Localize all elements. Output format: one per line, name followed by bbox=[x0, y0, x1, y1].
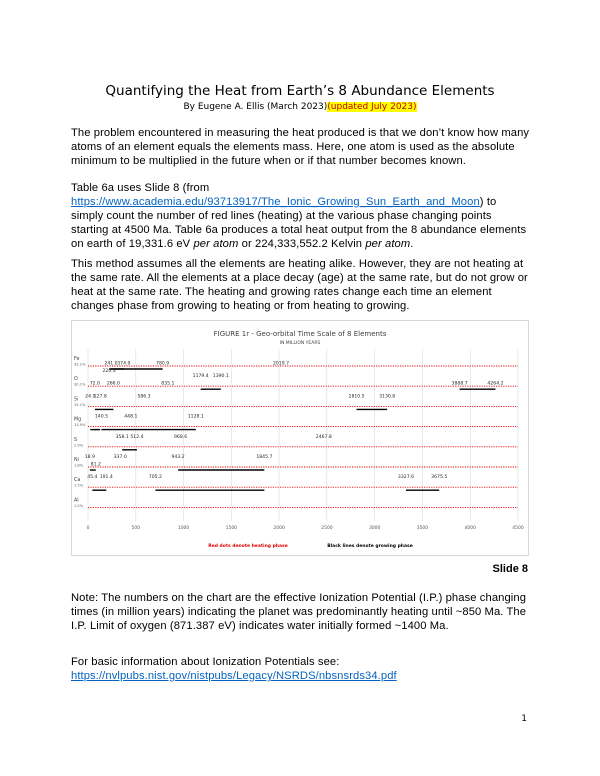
academia-link[interactable]: https://www.academia.edu/93713917/The_Ionic_Growing_Sun_Earth_and_Moon bbox=[71, 196, 480, 208]
para2-text-c: or 224,333,552.2 Kelvin bbox=[241, 238, 363, 250]
slide-label: Slide 8 bbox=[492, 563, 528, 575]
element-percent: 13.9% bbox=[74, 423, 86, 428]
element-symbol: Mg bbox=[74, 417, 82, 423]
x-tick-label: 4500 bbox=[512, 526, 524, 531]
phase-value-label: 1390.1 bbox=[212, 374, 229, 380]
element-percent: 1.8% bbox=[74, 463, 84, 468]
legend-growing: Black lines denote growing phase bbox=[327, 544, 413, 549]
phase-value-label: 220.3 bbox=[102, 369, 116, 374]
phase-value-label: 2019.7 bbox=[272, 361, 290, 367]
phase-value-label: 780.9 bbox=[156, 361, 170, 367]
phase-value-label: 2467.8 bbox=[315, 434, 332, 440]
para2-text-b: ) to simply count the number of red lines (heating) at the various phase changing points starting at 4500 Ma. Table 6a produces a total heat output from the 8 abundance elements on earth of 19,331.6 eV bbox=[71, 196, 527, 250]
phase-value-label: 1845.7 bbox=[256, 455, 273, 460]
element-symbol: Si bbox=[74, 397, 79, 403]
element-percent: 30.1% bbox=[74, 382, 86, 387]
element-percent: 1.5% bbox=[74, 483, 84, 488]
phase-value-label: 2810.5 bbox=[348, 394, 365, 400]
element-percent: 1.5% bbox=[74, 503, 84, 508]
phase-value-label: 266.0 bbox=[106, 381, 120, 387]
phase-value-label: 3327.6 bbox=[397, 475, 415, 481]
phase-value-label: 81.2 bbox=[90, 462, 101, 468]
element-symbol: Al bbox=[74, 498, 79, 504]
element-symbol: Ca bbox=[74, 478, 81, 484]
para2-text-d: . bbox=[410, 238, 414, 250]
paragraph-intro: The problem encountered in measuring the heat produced is that we don’t know how many atoms of an element equals the elements mass. Here, one atom is used as the absolute minimum to be multiplied in the future when or if that number becomes known. bbox=[71, 127, 530, 167]
phase-value-label: 358.1 bbox=[115, 434, 129, 440]
phase-value-label: 968.6 bbox=[173, 434, 188, 440]
nist-link[interactable]: https://nvlpubs.nist.gov/nistpubs/Legacy/NSRDS/nbsnsrds34.pdf bbox=[71, 670, 397, 682]
phase-value-label: 24.0 bbox=[85, 394, 96, 400]
x-tick-label: 3000 bbox=[368, 526, 381, 531]
phase-value-label: 835.1 bbox=[161, 381, 175, 387]
phase-value-label: 241.0 bbox=[104, 361, 118, 367]
para2-per-atom-2: per atom bbox=[365, 238, 411, 250]
phase-value-label: 3130.8 bbox=[379, 394, 396, 400]
element-percent: 32.1% bbox=[74, 362, 86, 367]
phase-value-label: 705.2 bbox=[148, 475, 162, 481]
element-percent: 15.1% bbox=[74, 402, 86, 407]
info-text: For basic information about Ionization Potentials see: bbox=[71, 656, 340, 668]
phase-value-label: 3888.7 bbox=[451, 381, 468, 387]
element-percent: 2.9% bbox=[74, 443, 84, 448]
element-symbol: S bbox=[74, 437, 78, 443]
element-symbol: O bbox=[74, 377, 78, 383]
page-number: 1 bbox=[521, 714, 527, 724]
phase-value-label: 1179.4 bbox=[192, 374, 209, 380]
x-tick-label: 3500 bbox=[416, 526, 429, 531]
x-tick-label: 4000 bbox=[464, 526, 476, 531]
phase-value-label: 127.8 bbox=[93, 394, 107, 400]
legend-heating: Red dots denote heating phase bbox=[208, 544, 288, 549]
phase-value-label: 4264.2 bbox=[487, 381, 504, 387]
phase-value-label: 72.0 bbox=[89, 381, 100, 387]
phase-value-label: 1128.1 bbox=[187, 414, 204, 420]
x-tick-label: 1000 bbox=[177, 526, 190, 531]
chart-subtitle: IN MILLION YEARS bbox=[279, 341, 321, 346]
phase-value-label: 3675.5 bbox=[431, 475, 448, 481]
para2-text-a: Table 6a uses Slide 8 (from bbox=[71, 182, 210, 194]
paragraph-method: This method assumes all the elements are heating alike. However, they are not heating at the same rate. All the elements at a place decay (age) at the same rate, but do not grow or heat at the same rate. The heating and growing rates change each time an element changes phase from growing to heating or from heating to growing. bbox=[71, 258, 528, 312]
phase-value-label: 191.4 bbox=[99, 475, 113, 481]
timeline-chart bbox=[72, 321, 528, 555]
element-symbol: Fe bbox=[74, 357, 80, 362]
chart-title: FIGURE 1r - Geo-orbital Time Scale of 8 Elements bbox=[213, 330, 387, 338]
phase-value-label: 586.3 bbox=[137, 394, 151, 400]
phase-value-label: 943.2 bbox=[171, 455, 185, 460]
x-tick-label: 2500 bbox=[321, 526, 333, 531]
x-tick-label: 1500 bbox=[225, 526, 238, 531]
phase-value-label: 512.4 bbox=[130, 434, 144, 440]
x-tick-label: 0 bbox=[86, 526, 90, 531]
para2-per-atom-1: per atom bbox=[193, 238, 239, 250]
document-title: Quantifying the Heat from Earth’s 8 Abundance Elements bbox=[105, 83, 495, 99]
byline-update: (updated July 2023) bbox=[327, 102, 417, 112]
byline bbox=[0, 102, 600, 112]
byline-author: By Eugene A. Ellis (March 2023) bbox=[183, 102, 328, 112]
paragraph-note: Note: The numbers on the chart are the effective Ionization Potential (I.P.) phase changing times (in million years) indicating the planet was predominantly heating until ~850 Ma. The I.P. Limit of oxygen (871.387 eV) indicates water initially formed ~1400 Ma. bbox=[71, 592, 527, 632]
phase-value-label: 448.1 bbox=[124, 414, 138, 420]
phase-value-label: 18.9 bbox=[84, 455, 95, 460]
phase-value-label: 374.9 bbox=[117, 361, 131, 367]
phase-value-label: 337.0 bbox=[113, 455, 127, 460]
x-tick-label: 500 bbox=[131, 526, 141, 531]
figure-chart bbox=[71, 320, 529, 556]
paragraph-table-6a bbox=[71, 181, 531, 251]
x-tick-label: 2000 bbox=[273, 526, 285, 531]
element-symbol: Ni bbox=[74, 458, 79, 463]
phase-value-label: 45.4 bbox=[87, 475, 98, 481]
paragraph-info bbox=[71, 655, 531, 683]
phase-value-label: 140.5 bbox=[94, 414, 109, 420]
